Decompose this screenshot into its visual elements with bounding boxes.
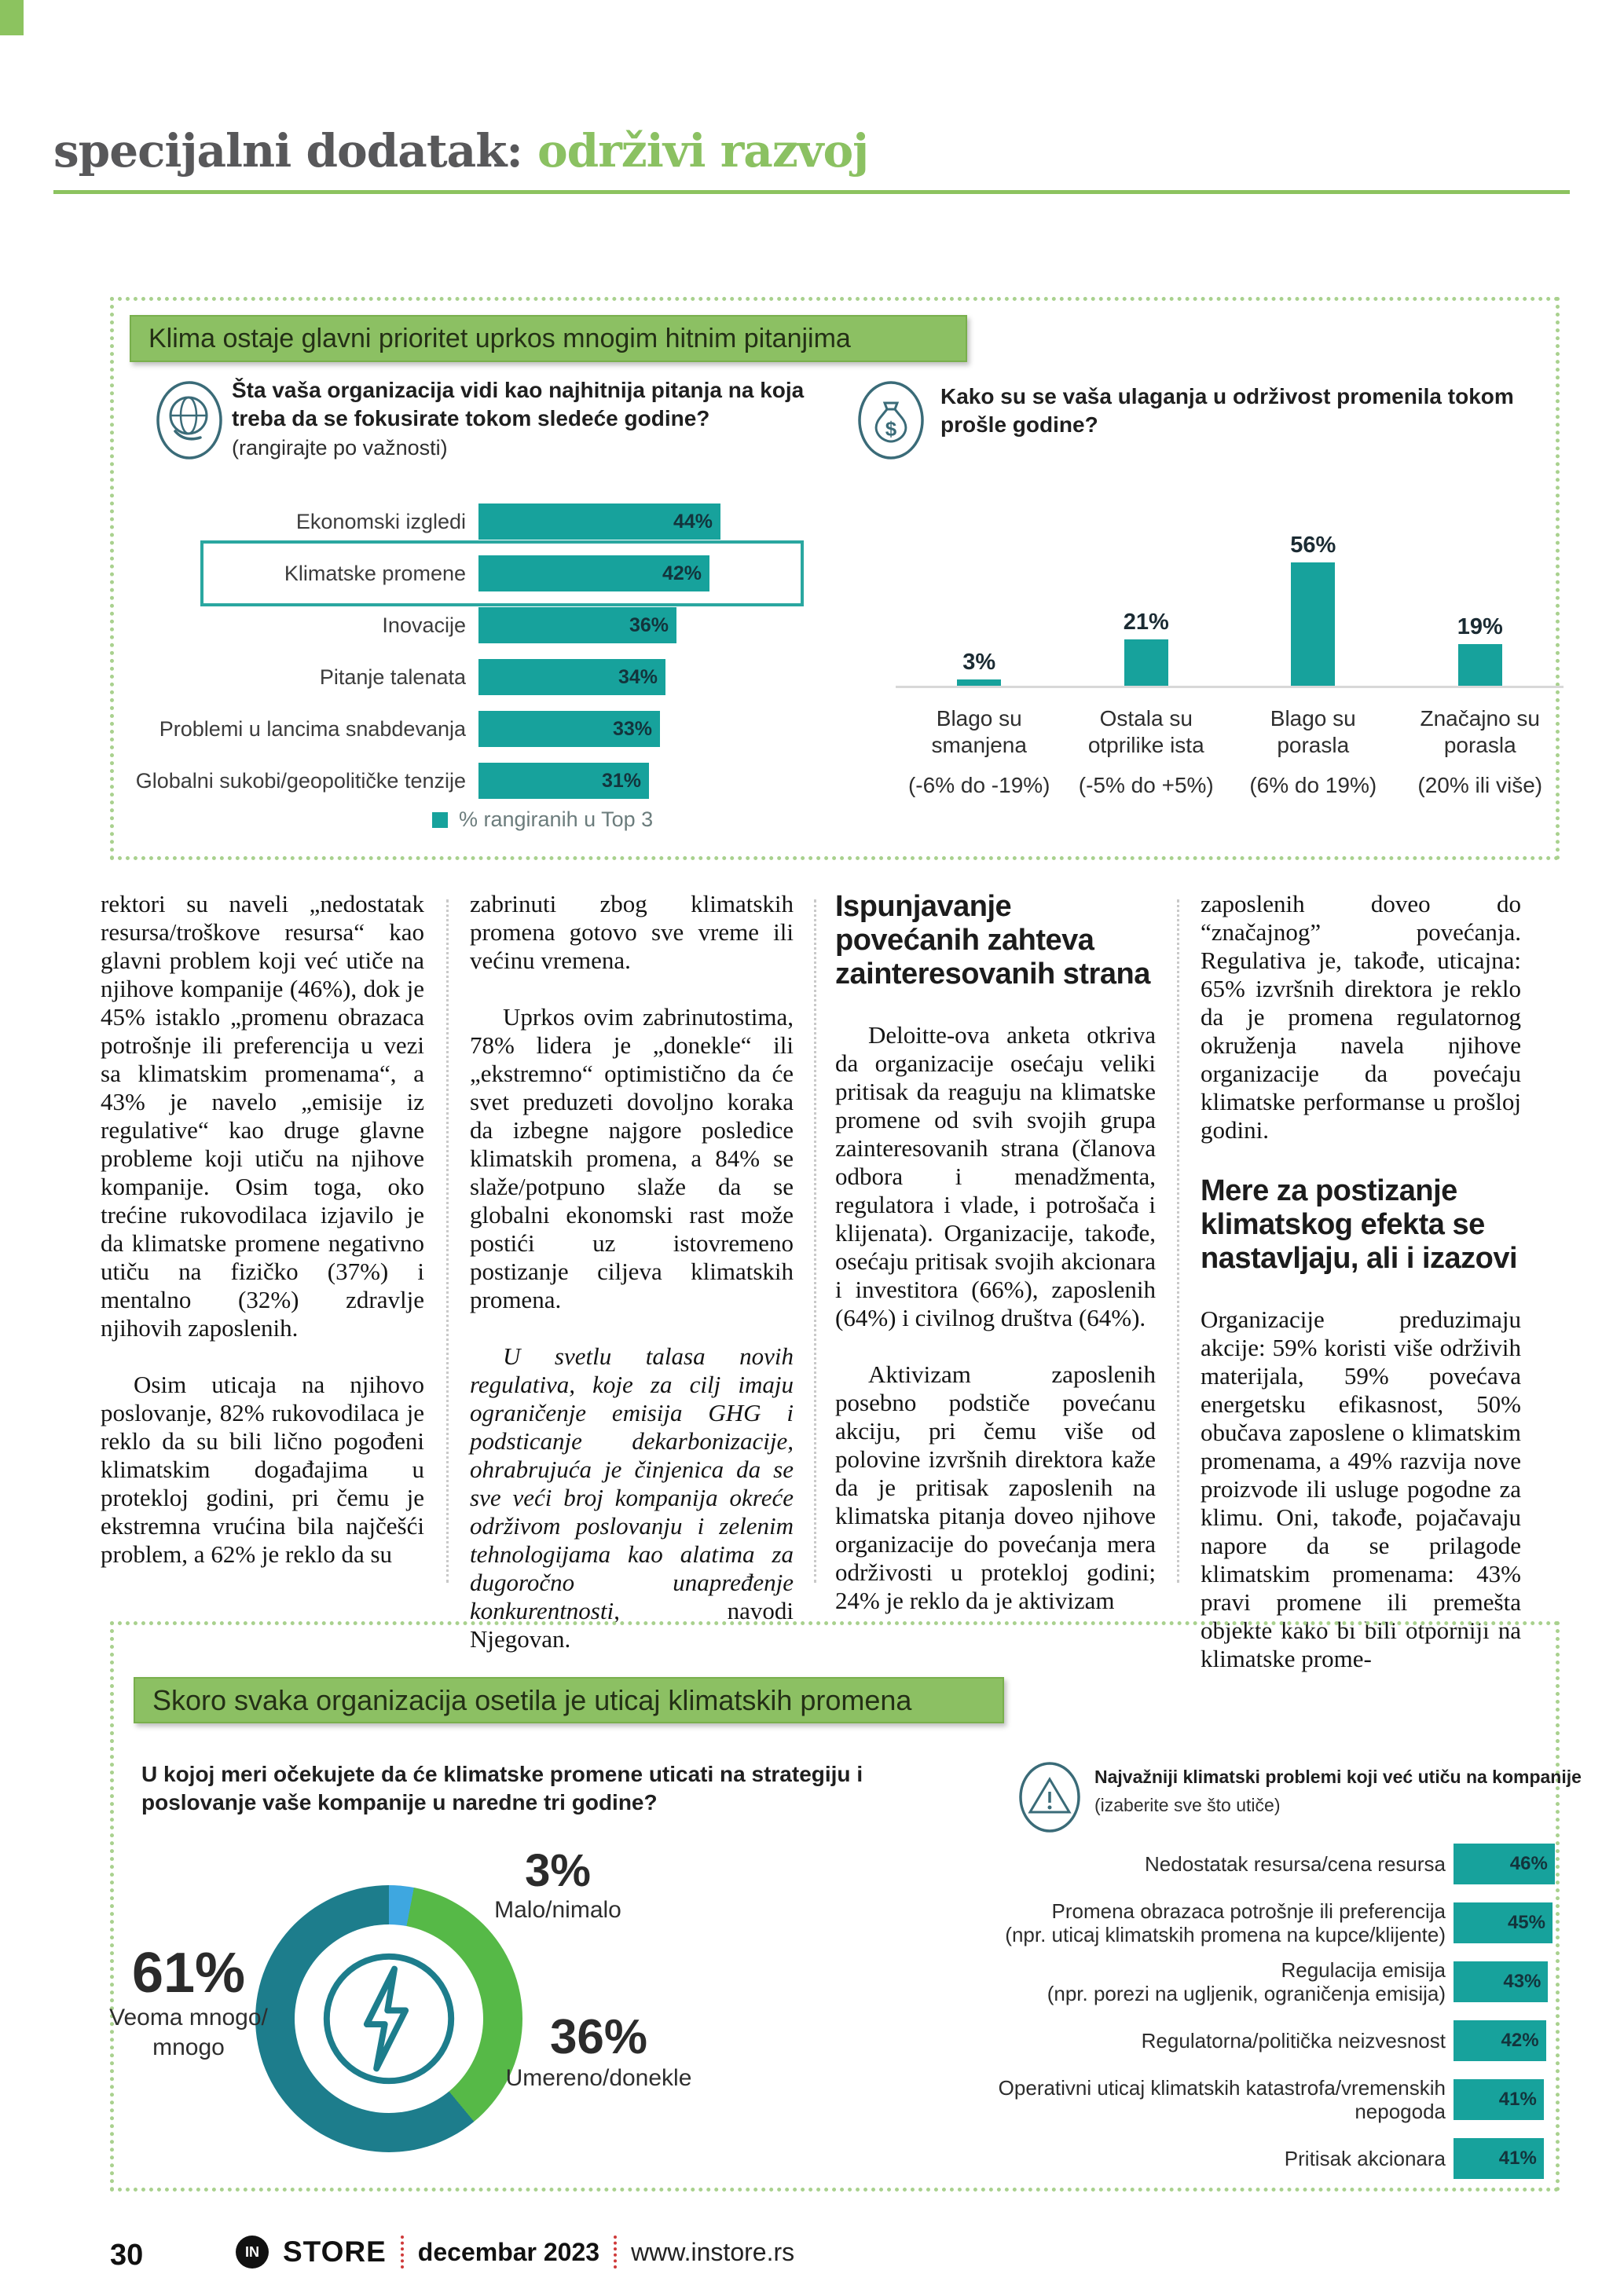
donut-chart-impact bbox=[255, 1885, 522, 2152]
bar-column bbox=[1063, 610, 1230, 686]
chart-row bbox=[130, 651, 868, 703]
bars-row bbox=[896, 533, 1564, 686]
paragraph: zabrinuti zbog klimatskih promena gotovo sve vreme ili većinu vremena. bbox=[470, 890, 794, 974]
bar-value: 31% bbox=[601, 769, 641, 792]
chart-investments bbox=[896, 533, 1564, 798]
donut-label-line: Veoma mnogo/ bbox=[109, 2005, 268, 2031]
category-label-text: Blago su smanjena bbox=[931, 706, 1027, 757]
quote-attribution: navodi Njegovan. bbox=[470, 1597, 794, 1653]
bar-label: Ekonomski izgledi bbox=[295, 509, 466, 533]
globe-hand-icon bbox=[155, 379, 224, 461]
bar bbox=[478, 504, 720, 540]
bar-label bbox=[923, 1899, 1454, 1946]
category-label bbox=[1397, 705, 1564, 759]
bar-value: 21% bbox=[1123, 610, 1169, 635]
chart-row bbox=[923, 2070, 1560, 2129]
donut-label-line: Umereno/donekle bbox=[505, 2065, 692, 2091]
footer-divider bbox=[614, 2236, 617, 2269]
bar-label: Globalni sukobi/geopolitičke tenzije bbox=[135, 768, 466, 793]
bar-column bbox=[1397, 614, 1564, 686]
category-label-text: Značajno su porasla bbox=[1420, 706, 1541, 757]
bar-label: Inovacije bbox=[382, 613, 466, 637]
bar-label-main: Regulacija emisija bbox=[1281, 1957, 1446, 1982]
panel1-title: Klima ostaje glavni prioritet uprkos mnogim hitnim pitanjima bbox=[130, 315, 967, 362]
paragraph: Deloitte-ova anketa otkriva da organizacije osećaju veliki pritisak da reaguju na klimatske promene od svih svojih grupa zainteresovanih strana (članova odbora i menadžmenta, regulatora i vlade, i potrošača i klijenata). Organizacije, takođe, osećaju pritisak svojih akcionara i investitora (66%), zaposlenih (64%) i civilnog društva (64%). bbox=[835, 1021, 1156, 1331]
column-divider bbox=[446, 899, 449, 1583]
money-bag-icon bbox=[856, 379, 926, 461]
bar-column bbox=[1230, 533, 1397, 686]
question-block-priorities bbox=[232, 376, 813, 460]
question-block-impact bbox=[141, 1760, 927, 1817]
article-column-1 bbox=[101, 890, 424, 1569]
category-label-text: Blago su porasla bbox=[1270, 706, 1356, 757]
bar-value: 41% bbox=[1498, 2147, 1537, 2169]
question-text: Šta vaša organizacija vidi kao najhitnija pitanja na koja treba da se fokusirate tokom sledeće godine? bbox=[232, 378, 805, 430]
bar-value: 46% bbox=[1509, 1852, 1548, 1874]
footer-meta bbox=[236, 2236, 794, 2269]
chart-row bbox=[130, 703, 868, 755]
bar bbox=[1454, 2138, 1544, 2179]
question-note: (izaberite sve što utiče) bbox=[1094, 1795, 1281, 1815]
bar-label bbox=[923, 1852, 1454, 1876]
bar bbox=[1454, 1961, 1548, 2002]
header-highlight: održivi razvoj bbox=[537, 124, 869, 178]
chart-climate-issues bbox=[923, 1834, 1560, 2188]
article-column-2 bbox=[470, 890, 794, 1653]
legend-swatch bbox=[432, 812, 448, 828]
bar-value: 33% bbox=[612, 717, 652, 740]
bar-value: 45% bbox=[1507, 1911, 1545, 1933]
bar-value: 36% bbox=[629, 613, 669, 636]
bar bbox=[478, 607, 676, 643]
paragraph bbox=[470, 1342, 794, 1653]
bar bbox=[478, 763, 649, 799]
website-link[interactable]: www.instore.rs bbox=[631, 2237, 795, 2266]
range-label: (20% ili više) bbox=[1417, 773, 1543, 797]
donut-value: 61% bbox=[131, 1942, 246, 2005]
warning-triangle-icon bbox=[1017, 1760, 1082, 1834]
category-label-text: Ostala su otprilike ista bbox=[1087, 706, 1204, 757]
bar-label: Problemi u lancima snabdevanja bbox=[159, 716, 466, 741]
bar-value: 42% bbox=[662, 562, 702, 584]
bar-value: 44% bbox=[673, 510, 713, 533]
bar-label bbox=[923, 1958, 1454, 2005]
legend-label: % rangiranih u Top 3 bbox=[459, 807, 654, 831]
bar-label bbox=[923, 2076, 1454, 2123]
bar-value: 43% bbox=[1503, 1970, 1542, 1992]
bar-label-main: Pritisak akcionara bbox=[1284, 2146, 1446, 2170]
donut-label-line: mnogo bbox=[152, 2034, 225, 2060]
question-block-investments bbox=[940, 383, 1553, 439]
bar-label-sub: (npr. uticaj klimatskih promena na kupce/klijente) bbox=[1005, 1922, 1446, 1946]
donut-hole bbox=[295, 1924, 483, 2113]
paragraph: Organizacije preduzimaju akcije: 59% koristi više održivih materijala, 59% povećava energetsku efikasnost, 50% obučava zaposlene o klimatskim promenama, a 49% razvija nove proizvode ili usluge pogodne za klimu. Oni, takođe, pojačavaju napore da se prilagode klimatskim promenama: 43% pravi promene ili premešta objekte kako bi bili otporniji na klimatske prome- bbox=[1201, 1305, 1521, 1672]
panel-climate-priorities bbox=[110, 297, 1560, 860]
bar-label-main: Operativni uticaj klimatskih katastrofa/vremenskih nepogoda bbox=[998, 2075, 1446, 2123]
range-labels bbox=[896, 759, 1564, 798]
category-label bbox=[896, 705, 1063, 759]
page-header bbox=[53, 124, 868, 178]
column-divider bbox=[814, 899, 816, 1583]
bar-label bbox=[923, 2029, 1454, 2052]
chart-urgent-issues bbox=[130, 496, 868, 807]
question-note: (rangirajte po važnosti) bbox=[232, 436, 448, 460]
bar bbox=[1458, 644, 1502, 686]
bar-label: Pitanje talenata bbox=[319, 665, 466, 689]
page-number: 30 bbox=[110, 2239, 144, 2272]
bar-label-main: Nedostatak resursa/cena resursa bbox=[1145, 1851, 1446, 1876]
bar-value: 41% bbox=[1498, 2088, 1537, 2110]
bar bbox=[1124, 639, 1168, 686]
bar bbox=[1454, 1844, 1555, 1884]
column-divider bbox=[1177, 899, 1179, 1583]
donut-label-major bbox=[106, 1943, 271, 2063]
bar-value: 34% bbox=[618, 665, 658, 688]
bar-value: 56% bbox=[1290, 533, 1336, 558]
header-prefix: specijalni dodatak: bbox=[53, 124, 537, 178]
donut-label-minor bbox=[475, 1847, 640, 1925]
footer-divider bbox=[401, 2236, 404, 2269]
bar bbox=[478, 711, 660, 747]
chart-row bbox=[130, 755, 868, 807]
instore-logo-icon: IN bbox=[236, 2236, 269, 2269]
issue-date: decembar 2023 bbox=[417, 2237, 600, 2266]
panel2-title: Skoro svaka organizacija osetila je uticaj klimatskih promena bbox=[134, 1677, 1004, 1723]
chart-row bbox=[923, 2011, 1560, 2070]
donut-label-line: Malo/nimalo bbox=[494, 1897, 621, 1923]
range-label: (6% do 19%) bbox=[1249, 773, 1377, 797]
bar-label-sub: (npr. porezi na ugljenik, ograničenja emisija) bbox=[1047, 1981, 1446, 2005]
question-text: Kako su se vaša ulaganja u održivost promenila tokom prošle godine? bbox=[940, 384, 1514, 437]
article-column-3 bbox=[835, 890, 1156, 1615]
paragraph: zaposlenih doveo do “značajnog” povećanja. Regulativa je, takođe, uticajna: 65% izvršnih direktora je reklo da je promena regulatornog okruženja navela njihove organizacije da povećaju klimatske performanse u prošloj godini. bbox=[1201, 890, 1521, 1144]
header-rule bbox=[53, 190, 1570, 194]
bar-label bbox=[923, 2147, 1454, 2170]
panel-climate-impact bbox=[109, 1621, 1582, 2192]
bar bbox=[478, 659, 665, 695]
bar bbox=[957, 679, 1001, 686]
chart-row bbox=[923, 1893, 1560, 1952]
donut-value: 3% bbox=[525, 1845, 591, 1896]
chart-row bbox=[130, 599, 868, 651]
range-label: (-6% do -19%) bbox=[907, 773, 1050, 797]
category-labels bbox=[896, 688, 1564, 759]
bar-label-main: Promena obrazaca potrošnje ili preferencija bbox=[1051, 1899, 1446, 1923]
paragraph: Uprkos ovim zabrinutostima, 78% lidera je „donekle“ ili „ekstremno“ optimistično da će svet preduzeti dovoljno koraka da izbegne najgore posledice klimatskih promena, a 84% se slaže/potpuno slaže da se globalni ekonomski rast može postići uz istovremeno postizanje ciljeva klimatskih promena. bbox=[470, 1003, 794, 1313]
question-text: U kojoj meri očekujete da će klimatske promene uticati na strategiju i poslovanje vaše kompanije u naredne tri godine? bbox=[141, 1762, 863, 1814]
donut-label-moderate bbox=[500, 2012, 697, 2093]
range-label: (-5% do +5%) bbox=[1078, 773, 1214, 797]
chart-row bbox=[923, 1952, 1560, 2011]
corner-accent bbox=[0, 0, 24, 35]
brand-name: STORE bbox=[283, 2236, 387, 2268]
paragraph: Aktivizam zaposlenih posebno podstiče povećanu akciju, pri čemu više od polovine izvršnih direktora kaže da je pritisak zaposlenih na klimatska pitanja doveo njihove organizacije do povećanja mera održivosti u protekloj godini; 24% je reklo da je aktivizam bbox=[835, 1360, 1156, 1614]
bar bbox=[1454, 2020, 1546, 2061]
article-column-4 bbox=[1201, 890, 1521, 1673]
chart-row bbox=[923, 1834, 1560, 1893]
paragraph: rektori su naveli „nedostatak resursa/troškove resursa“ kao glavni problem koji već utiče na njihove kompanije (46%), dok je 45% istaklo „promenu obrazaca potrošnje ili preferencija u vezi sa klimatskim promenama“, a 43% je navelo „emisije iz regulative“ kao druge glavne probleme koji utiču na njihove kompanije. Osim toga, oko trećine rukovodilaca izjavilo je da klimatske promene negativno utiču na fizičko (37%) i mentalno (32%) zdravlje njihovih zaposlenih. bbox=[101, 890, 424, 1342]
lightning-bolt-icon bbox=[320, 1950, 458, 2088]
bar-label-main: Regulatorna/politička neizvesnost bbox=[1141, 2028, 1446, 2052]
question-block-issues bbox=[1094, 1765, 1582, 1816]
bar-label: Klimatske promene bbox=[284, 561, 466, 585]
bar-value: 3% bbox=[962, 649, 996, 675]
quote-italic: U svetlu talasa novih regulativa, koje za cilj imaju ograničenje emisija GHG i podsticanje dekarbonizacije, ohrabrujuća je činjenica da se sve veći broj kompanija okreće održivom poslovanju i zelenim tehnologijama kao alatima za dugoročno unapređenje konkurentnosti, bbox=[470, 1342, 794, 1624]
bar-value: 19% bbox=[1457, 613, 1503, 639]
bar bbox=[1454, 2079, 1544, 2120]
svg-text:$: $ bbox=[885, 417, 897, 441]
category-label bbox=[1230, 705, 1397, 759]
category-label bbox=[1063, 705, 1230, 759]
bar-column bbox=[896, 650, 1063, 686]
highlight-ring bbox=[200, 540, 804, 606]
section-heading: Ispunjavanje povećanih zahteva zainteresovanih strana bbox=[835, 890, 1150, 991]
bar bbox=[1291, 562, 1335, 686]
paragraph: Osim uticaja na njihovo poslovanje, 82% rukovodilaca je reklo da su bili lično pogođeni klimatskim događajima u protekloj godini, pri čemu je ekstremna vrućina bila najčešći problem, a 62% je reklo da su bbox=[101, 1371, 424, 1568]
bar bbox=[1454, 1902, 1553, 1943]
section-heading: Mere za postizanje klimatskog efekta se nastavljaju, ali i izazovi bbox=[1201, 1174, 1518, 1275]
bar-value: 42% bbox=[1501, 2029, 1539, 2051]
question-text: Najvažniji klimatski problemi koji već utiču na kompanije bbox=[1094, 1767, 1582, 1787]
donut-value: 36% bbox=[549, 2010, 648, 2064]
chart-legend bbox=[432, 807, 653, 832]
chart-row bbox=[923, 2129, 1560, 2188]
